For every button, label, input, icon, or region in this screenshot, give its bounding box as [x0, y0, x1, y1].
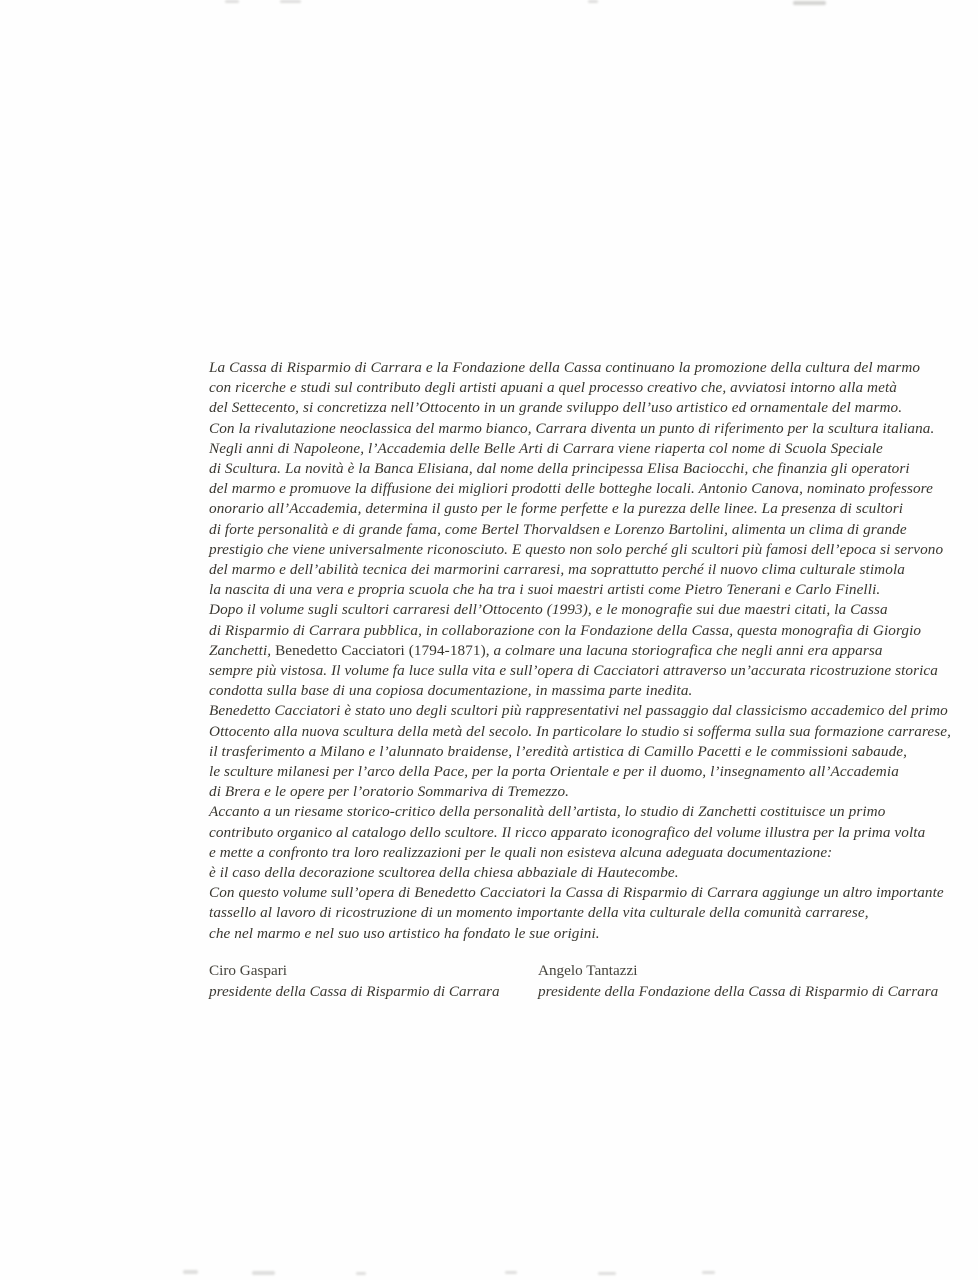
preface-line: sempre più vistosa. Il volume fa luce sulla vita e sull’opera di Cacciatori attraverso un’accurata ricostruzione storica: [209, 662, 938, 680]
preface-line: Ottocento alla nuova scultura della metà del secolo. In particolare lo studio si sofferma sulla sua formazione carrarese,: [209, 722, 952, 740]
book-title-roman: Benedetto Cacciatori (1794-1871),: [275, 641, 490, 659]
preface-line: del marmo e promuove la diffusione dei migliori prodotti delle botteghe locali. Antonio Canova, nominato professore: [209, 480, 933, 498]
preface-line: Benedetto Cacciatori è stato uno degli scultori più rappresentativi nel passaggio dal classicismo accademico del primo: [209, 702, 948, 720]
scan-artifact-top: [280, 0, 301, 3]
preface-line-segment: Zanchetti,: [209, 641, 276, 659]
preface-line: con ricerche e studi sul contributo degli artisti apuani a quel processo creativo che, avviatosi intorno alla metà: [209, 379, 897, 397]
signer-title: presidente della Fondazione della Cassa di Risparmio di Carrara: [538, 983, 939, 1000]
scan-artifact-bottom: [702, 1271, 715, 1274]
preface-line: e mette a confronto tra loro realizzazioni per le quali non esisteva alcuna adeguata documentazione:: [209, 843, 833, 861]
preface-line: di Scultura. La novità è la Banca Elisiana, dal nome della principessa Elisa Baciocchi, che finanzia gli operatori: [209, 460, 910, 478]
signature-block: [0, 960, 978, 1008]
preface-line: tassello al lavoro di ricostruzione di un momento importante della vita culturale della comunità carrarese,: [209, 904, 869, 922]
preface-line: Dopo il volume sugli scultori carraresi dell’Ottocento (1993), e le monografie sui due maestri citati, la Cassa: [209, 601, 888, 619]
preface-line: Con questo volume sull’opera di Benedetto Cacciatori la Cassa di Risparmio di Carrara aggiunge un altro importante: [209, 884, 944, 902]
scan-artifact-bottom: [598, 1272, 616, 1275]
scan-artifact-bottom: [356, 1272, 366, 1275]
preface-text: [209, 358, 952, 944]
preface-line: di Brera e le opere per l’oratorio Sommariva di Tremezzo.: [209, 783, 570, 801]
preface-line: del marmo e dell’abilità tecnica dei marmorini carraresi, ma soprattutto perché il nuovo clima culturale stimola: [209, 561, 905, 579]
preface-line: onorario all’Accademia, determina il gusto per le forme perfette e la purezza delle linee. La presenza di scultori: [209, 500, 904, 518]
preface-line: Negli anni di Napoleone, l’Accademia delle Belle Arti di Carrara viene riaperta col nome di Scuola Speciale: [209, 439, 883, 457]
scan-artifact-bottom: [183, 1270, 198, 1274]
preface-line-with-book-title: [209, 641, 949, 661]
preface-line: condotta sulla base di una copiosa documentazione, in massima parte inedita.: [209, 682, 693, 700]
scan-artifact-bottom: [252, 1271, 275, 1275]
preface-line: del Settecento, si concretizza nell’Ottocento in un grande sviluppo dell’uso artistico ed ornamentale del marmo.: [209, 399, 903, 417]
preface-line: il trasferimento a Milano e l’alunnato braidense, l’eredità artistica di Camillo Pacetti e le commissioni sabaude,: [209, 742, 907, 760]
preface-line: di Risparmio di Carrara pubblica, in collaborazione con la Fondazione della Cassa, questa monografia di Giorgio: [209, 621, 922, 639]
preface-line: La Cassa di Risparmio di Carrara e la Fondazione della Cassa continuano la promozione della cultura del marmo: [209, 359, 921, 376]
preface-line: di forte personalità e di grande fama, come Bertel Thorvaldsen e Lorenzo Bartolini, alimenta un clima di grande: [209, 520, 907, 538]
scan-artifact-top: [588, 0, 598, 3]
signer-title: presidente della Cassa di Risparmio di Carrara: [209, 983, 500, 1000]
signer-name: Angelo Tantazzi: [538, 962, 638, 979]
preface-line: le sculture milanesi per l’arco della Pace, per la porta Orientale e per il duomo, l’insegnamento all’Accademia: [209, 763, 899, 781]
preface-line: è il caso della decorazione scultorea della chiesa abbaziale di Hautecombe.: [209, 864, 679, 882]
preface-line: Accanto a un riesame storico-critico della personalità dell’artista, lo studio di Zanchetti costituisce un primo: [209, 803, 886, 821]
preface-line: Con la rivalutazione neoclassica del marmo bianco, Carrara diventa un punto di riferimento per la scultura italiana.: [209, 419, 935, 437]
scan-artifact-top: [793, 1, 826, 5]
preface-line: che nel marmo e nel suo uso artistico ha fondato le sue origini.: [209, 924, 600, 942]
preface-line: contributo organico al catalogo dello scultore. Il ricco apparato iconografico del volume illustra per la prima volta: [209, 823, 926, 841]
signer-name: Ciro Gaspari: [209, 962, 288, 979]
scan-artifact-top: [225, 0, 239, 3]
preface-line-segment: a colmare una lacuna storiografica che negli anni era apparsa: [489, 641, 883, 659]
signature-left: [209, 960, 500, 1002]
signature-right: [538, 960, 938, 1002]
preface-line: la nascita di una vera e propria scuola che ha tra i suoi maestri artisti come Pietro Tenerani e Carlo Finelli.: [209, 581, 881, 599]
scan-artifact-bottom: [505, 1271, 517, 1274]
preface-line: prestigio che viene universalmente riconosciuto. E questo non solo perché gli scultori più famosi dell’epoca si servono: [209, 540, 944, 558]
